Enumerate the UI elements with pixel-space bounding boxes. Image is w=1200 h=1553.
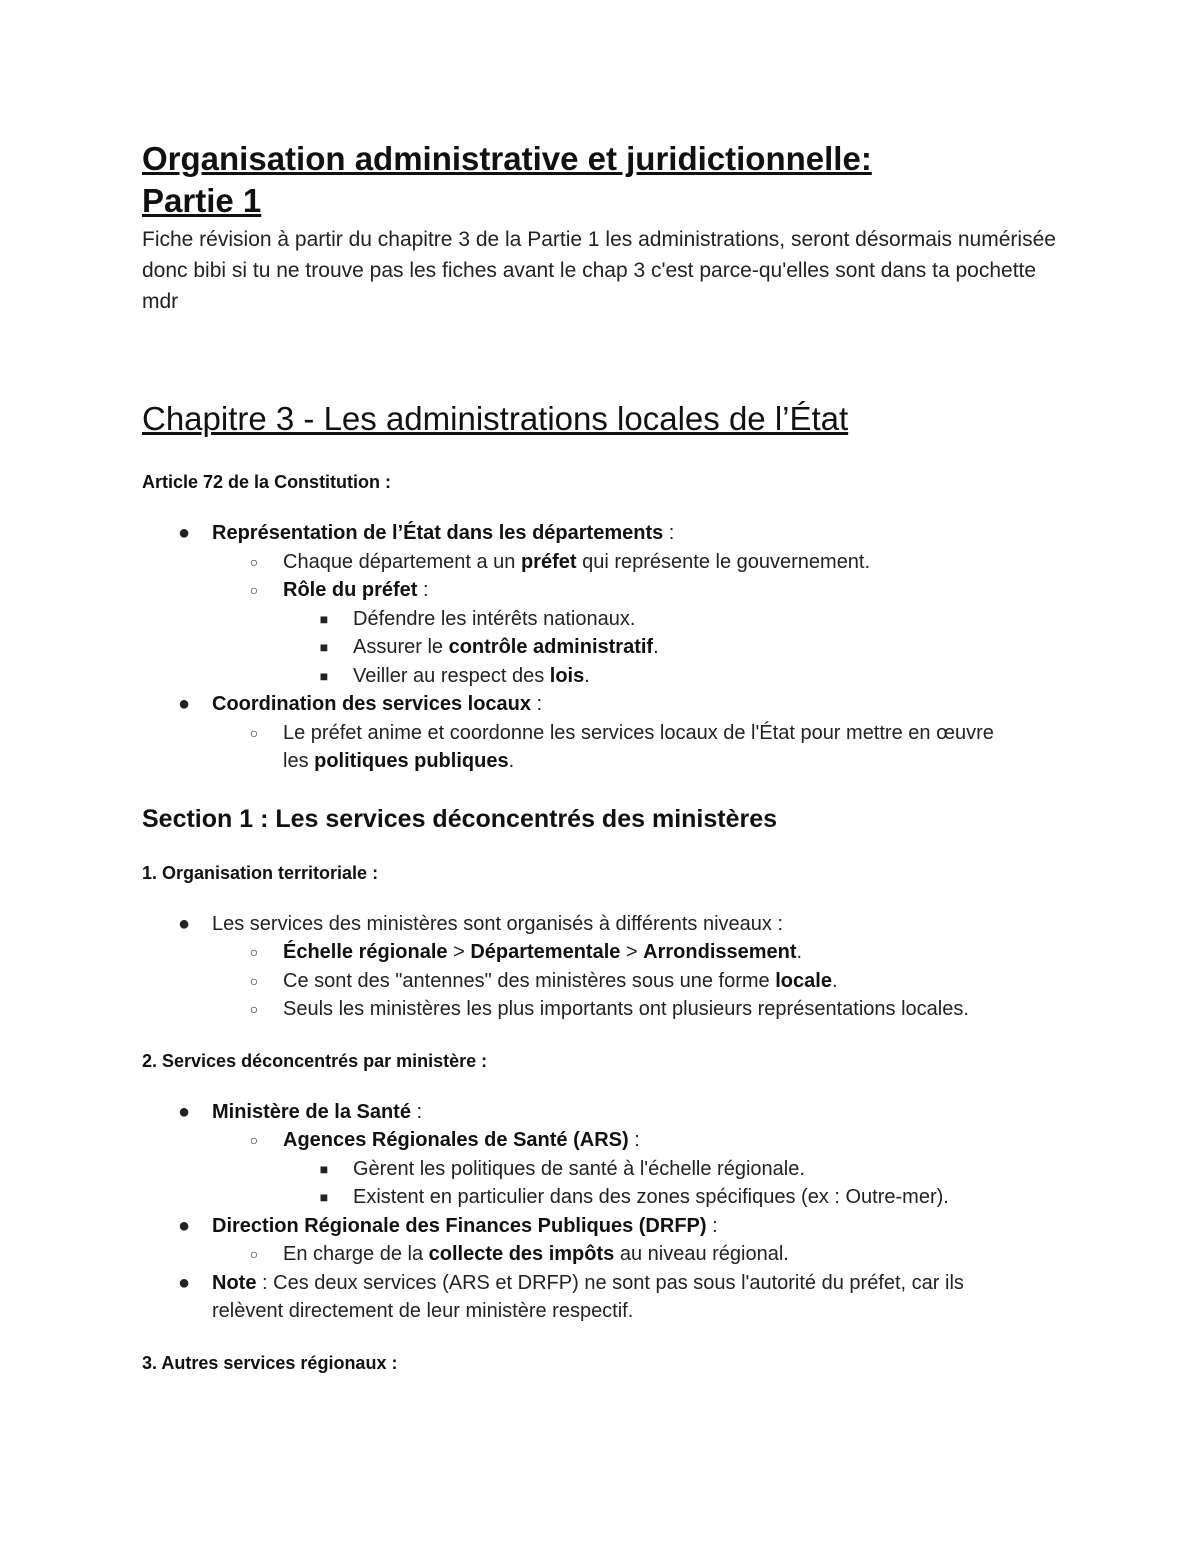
document-title [142, 138, 1062, 222]
list-item-coordination: ● Coordination des services locaux : [142, 690, 1062, 719]
list-item-antennes: ○ Ce sont des "antennes" des ministères sous une forme locale. [142, 967, 1062, 996]
list-item-echelle: ○ Échelle régionale > Départementale > Arrondissement. [142, 938, 1062, 967]
circle-bullet-icon: ○ [249, 1246, 259, 1262]
circle-bullet-icon: ○ [249, 1132, 259, 1148]
intro-paragraph: Fiche révision à partir du chapitre 3 de la Partie 1 les administrations, seront désormais numérisée donc bibi si tu ne trouve pas les fiches avant le chap 3 c'est parce-qu'elles sont dans ta pochette mdr [142, 228, 1056, 313]
list-item-note: ● Note : Ces deux services (ARS et DRFP) ne sont pas sous l'autorité du préfet, car ils relèvent directement de leur ministère respectif. [142, 1269, 1062, 1326]
circle-bullet-icon: ○ [249, 553, 259, 570]
list-item-sante: ● Ministère de la Santé : [142, 1098, 1062, 1127]
bullet-icon: ● [177, 1271, 191, 1294]
square-bullet-icon: ■ [319, 639, 329, 655]
subsection-title-2: 2. Services déconcentrés par ministère : [142, 1050, 488, 1071]
subsection-title-3: 3. Autres services régionaux : [142, 1352, 398, 1373]
square-bullet-icon: ■ [319, 610, 329, 627]
square-bullet-icon: ■ [319, 1160, 329, 1177]
list-item-lois: ■ Veiller au respect des lois. [142, 662, 1062, 691]
subsection-title-1: 1. Organisation territoriale : [142, 862, 379, 883]
list-item-gerent: ■ Gèrent les politiques de santé à l'échelle régionale. [142, 1155, 1062, 1184]
list-item-role-prefet: ○ Rôle du préfet : [142, 576, 1062, 605]
document-page [142, 138, 1062, 1376]
circle-bullet-icon: ○ [249, 724, 259, 741]
list-item-ars: ○ Agences Régionales de Santé (ARS) : [142, 1126, 1062, 1155]
bullet-icon: ● [177, 693, 191, 715]
circle-bullet-icon: ○ [249, 944, 259, 960]
square-bullet-icon: ■ [319, 1189, 329, 1205]
list-item-prefet: ○ Chaque département a un préfet qui représente le gouvernement. [142, 548, 1062, 577]
circle-bullet-icon: ○ [249, 1001, 259, 1017]
title-line-2: Partie 1 [142, 182, 262, 219]
section-title: Section 1 : Les services déconcentrés des ministères [142, 804, 778, 833]
list-item-representation: ● Représentation de l’État dans les départements : [142, 519, 1062, 548]
list-item-drfp: ● Direction Régionale des Finances Publiques (DRFP) : [142, 1212, 1062, 1241]
circle-bullet-icon: ○ [249, 972, 259, 989]
bullet-icon: ● [177, 522, 191, 544]
bullet-icon: ● [177, 912, 191, 935]
list-item-niveaux: ● Les services des ministères sont organisés à différents niveaux : [142, 910, 1062, 939]
list-item-defendre: ■ Défendre les intérêts nationaux. [142, 605, 1062, 634]
article-label: Article 72 de la Constitution : [142, 472, 392, 492]
list-item-seuls: ○ Seuls les ministères les plus importants ont plusieurs représentations locales. [142, 995, 1062, 1024]
list-item-existent: ■ Existent en particulier dans des zones spécifiques (ex : Outre-mer). [142, 1183, 1062, 1212]
circle-bullet-icon: ○ [249, 582, 259, 598]
bullet-icon: ● [177, 1100, 191, 1123]
bullet-icon: ● [177, 1214, 191, 1237]
list-item-impots: ○ En charge de la collecte des impôts au niveau régional. [142, 1240, 1062, 1269]
square-bullet-icon: ■ [319, 667, 329, 684]
title-line-1: Organisation administrative et juridictionnelle: [142, 140, 872, 177]
list-item-prefet-anime: ○ Le préfet anime et coordonne les services locaux de l'État pour mettre en œuvre les politiques publiques. [142, 719, 1062, 776]
list-item-controle: ■ Assurer le contrôle administratif. [142, 633, 1062, 662]
chapter-title: Chapitre 3 - Les administrations locales de l’État [142, 400, 849, 437]
